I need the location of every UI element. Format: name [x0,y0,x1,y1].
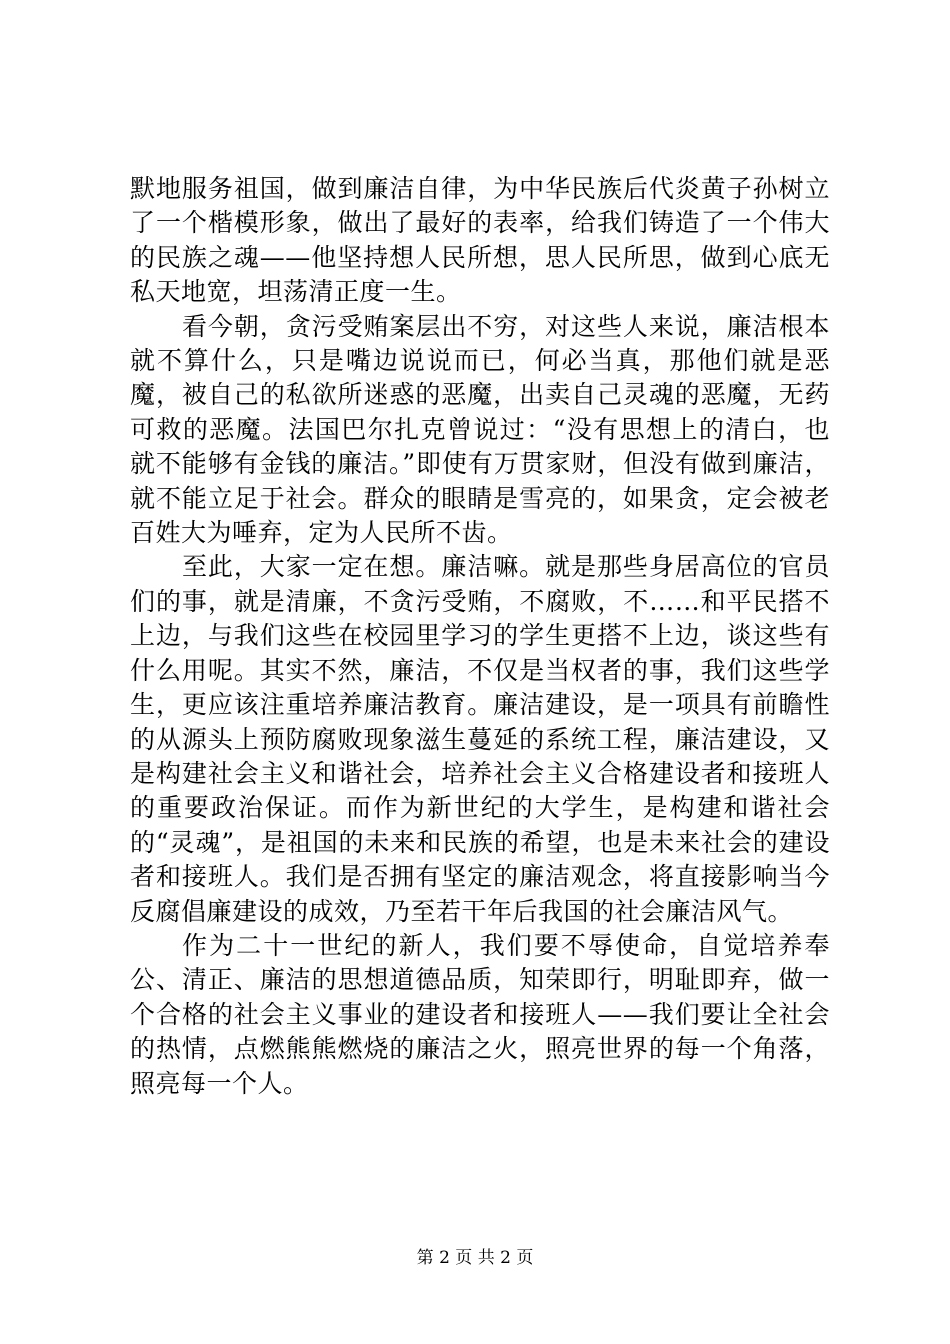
paragraph-continuation: 默地服务祖国，做到廉洁自律，为中华民族后代炎黄子孙树立了一个楷模形象，做出了最好的表率，给我们铸造了一个伟大的民族之魂——他坚持想人民所想，思人民所思，做到心底无私天地宽，坦荡清正度一生。 [130,174,830,307]
paragraph-corruption: 看今朝，贪污受贿案层出不穷，对这些人来说，廉洁根本就不算什么，只是嘴边说说而已，何必当真，那他们就是恶魔，被自己的私欲所迷惑的恶魔，出卖自己灵魂的恶魔，无药可救的恶魔。法国巴尔扎克曾说过：“没有思想上的清白，也就不能够有金钱的廉洁。”即使有万贯家财，但没有做到廉洁，就不能立足于社会。群众的眼睛是雪亮的，如果贪，定会被老百姓大为唾弃，定为人民所不齿。 [130,311,830,548]
paragraph-students: 至此，大家一定在想。廉洁嘛。就是那些身居高位的官员们的事，就是清廉，不贪污受贿，不腐败，不……和平民搭不上边，与我们这些在校园里学习的学生更搭不上边，谈这些有什么用呢。其实不然，廉洁，不仅是当权者的事，我们这些学生，更应该注重培养廉洁教育。廉洁建设，是一项具有前瞻性的从源头上预防腐败现象滋生蔓延的系统工程，廉洁建设，又是构建社会主义和谐社会，培养社会主义合格建设者和接班人的重要政治保证。而作为新世纪的大学生，是构建和谐社会的“灵魂”，是祖国的未来和民族的希望，也是未来社会的建设者和接班人。我们是否拥有坚定的廉洁观念，将直接影响当今反腐倡廉建设的成效，乃至若干年后我国的社会廉洁风气。 [130,552,830,926]
paragraph-conclusion: 作为二十一世纪的新人，我们要不辱使命，自觉培养奉公、清正、廉洁的思想道德品质，知荣即行，明耻即弃，做一个合格的社会主义事业的建设者和接班人——我们要让全社会的热情，点燃熊熊燃烧的廉洁之火，照亮世界的每一个角落，照亮每一个人。 [130,930,830,1098]
document-body [130,172,830,1101]
page-number-footer: 第 2 页 共 2 页 [416,1248,534,1268]
